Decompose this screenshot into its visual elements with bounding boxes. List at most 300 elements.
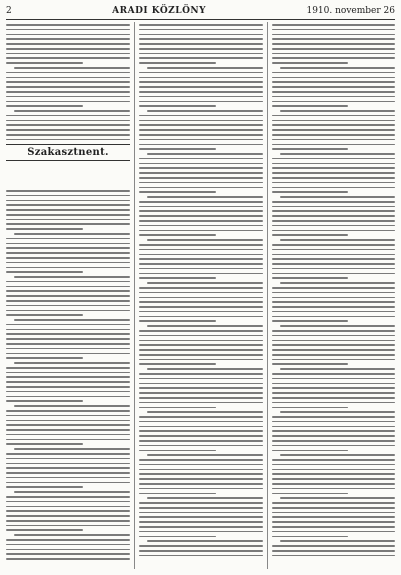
text-line — [272, 187, 395, 189]
text-block — [272, 24, 395, 560]
column-divider — [267, 22, 268, 569]
text-line — [272, 383, 395, 385]
text-line — [6, 338, 130, 340]
text-line — [6, 386, 130, 388]
text-line — [139, 311, 263, 313]
text-line — [139, 521, 263, 523]
text-line — [272, 191, 348, 193]
text-line — [139, 254, 263, 256]
text-line — [139, 273, 263, 275]
text-line — [272, 201, 395, 203]
text-line — [139, 277, 216, 279]
text-line — [139, 62, 216, 64]
text-line — [6, 501, 130, 503]
text-line — [147, 497, 263, 499]
text-line — [272, 287, 395, 289]
text-line — [272, 34, 395, 36]
text-line — [139, 416, 263, 418]
text-line — [272, 335, 395, 337]
text-line — [6, 286, 130, 288]
text-line — [272, 407, 348, 409]
text-line — [272, 101, 395, 103]
text-line — [6, 190, 130, 192]
text-line — [6, 134, 130, 136]
text-line — [6, 434, 130, 436]
text-line — [139, 210, 263, 212]
text-line — [272, 115, 395, 117]
text-line — [139, 120, 263, 122]
text-line — [139, 378, 263, 380]
text-line — [14, 67, 130, 69]
text-line — [272, 421, 395, 423]
text-line — [6, 101, 130, 103]
text-line — [6, 238, 130, 240]
text-line — [272, 464, 395, 466]
text-line — [147, 153, 263, 155]
text-line — [272, 96, 395, 98]
text-line — [6, 458, 130, 460]
text-line — [272, 416, 395, 418]
text-line — [6, 329, 130, 331]
text-line — [6, 204, 130, 206]
text-line — [6, 214, 130, 216]
text-line — [280, 368, 395, 370]
text-line — [280, 497, 395, 499]
text-line — [6, 34, 130, 36]
text-line — [272, 273, 395, 275]
text-line — [272, 57, 395, 59]
text-line — [272, 292, 395, 294]
text-line — [6, 105, 83, 107]
text-line — [6, 86, 130, 88]
text-line — [139, 297, 263, 299]
text-line — [280, 325, 395, 327]
text-line — [14, 319, 130, 321]
text-line — [272, 134, 395, 136]
text-line — [139, 81, 263, 83]
text-line — [139, 206, 263, 208]
text-line — [6, 396, 130, 398]
text-line — [139, 263, 263, 265]
text-line — [139, 335, 263, 337]
text-line — [6, 53, 130, 55]
text-line — [272, 215, 395, 217]
text-line — [6, 400, 83, 402]
column-3 — [272, 24, 395, 567]
text-line — [6, 463, 130, 465]
text-line — [139, 177, 263, 179]
text-line — [272, 91, 395, 93]
text-line — [6, 120, 130, 122]
text-line — [272, 512, 395, 514]
text-line — [6, 38, 130, 40]
text-line — [272, 340, 395, 342]
text-line — [14, 110, 130, 112]
text-line — [147, 110, 263, 112]
text-line — [280, 110, 395, 112]
text-line — [272, 24, 395, 26]
text-line — [139, 77, 263, 79]
text-line — [272, 473, 395, 475]
column-2 — [139, 24, 263, 567]
text-line — [6, 290, 130, 292]
text-line — [139, 545, 263, 547]
text-line — [6, 376, 130, 378]
text-line — [272, 536, 348, 538]
text-line — [6, 453, 130, 455]
text-line — [139, 392, 263, 394]
text-line — [139, 536, 216, 538]
running-head — [6, 4, 395, 18]
text-line — [139, 57, 263, 59]
text-line — [6, 367, 130, 369]
text-line — [6, 482, 130, 484]
text-line — [6, 124, 130, 126]
text-line — [6, 420, 130, 422]
text-line — [14, 405, 130, 407]
text-line — [139, 292, 263, 294]
text-block — [139, 24, 263, 560]
text-line — [6, 372, 130, 374]
text-line — [139, 483, 263, 485]
text-line — [272, 378, 395, 380]
text-line — [139, 105, 216, 107]
text-line — [6, 357, 83, 359]
text-line — [272, 139, 395, 141]
text-line — [139, 244, 263, 246]
text-line — [6, 558, 130, 560]
page-number: 2 — [6, 6, 12, 16]
text-line — [272, 249, 395, 251]
text-line — [139, 34, 263, 36]
text-line — [272, 177, 395, 179]
text-line — [139, 464, 263, 466]
text-line — [272, 450, 348, 452]
text-line — [6, 209, 130, 211]
text-line — [6, 544, 130, 546]
text-line — [272, 516, 395, 518]
text-line — [272, 507, 395, 509]
text-block — [6, 24, 130, 148]
text-line — [6, 271, 83, 273]
text-line — [272, 167, 395, 169]
text-line — [139, 129, 263, 131]
text-line — [6, 391, 130, 393]
text-line — [139, 387, 263, 389]
text-line — [139, 301, 263, 303]
text-line — [272, 545, 395, 547]
column-divider — [134, 22, 135, 569]
text-line — [139, 435, 263, 437]
text-line — [272, 86, 395, 88]
text-line — [280, 411, 395, 413]
text-line — [6, 91, 130, 93]
text-line — [14, 362, 130, 364]
text-line — [139, 344, 263, 346]
text-line — [139, 349, 263, 351]
text-line — [6, 539, 130, 541]
text-line — [280, 153, 395, 155]
text-line — [272, 72, 395, 74]
text-line — [139, 220, 263, 222]
text-line — [6, 439, 130, 441]
text-line — [139, 526, 263, 528]
text-line — [139, 354, 263, 356]
text-line — [272, 459, 395, 461]
text-line — [272, 445, 395, 447]
text-line — [14, 448, 130, 450]
text-line — [6, 115, 130, 117]
text-line — [139, 373, 263, 375]
text-line — [272, 120, 395, 122]
text-line — [6, 520, 130, 522]
text-line — [272, 488, 395, 490]
text-line — [272, 163, 395, 165]
text-line — [139, 407, 216, 409]
text-line — [139, 507, 263, 509]
text-line — [272, 225, 395, 227]
text-line — [6, 267, 130, 269]
text-line — [6, 48, 130, 50]
text-line — [139, 101, 263, 103]
text-line — [139, 421, 263, 423]
text-line — [139, 134, 263, 136]
text-line — [139, 397, 263, 399]
text-line — [6, 549, 130, 551]
text-line — [6, 72, 130, 74]
text-line — [139, 502, 263, 504]
text-line — [139, 172, 263, 174]
text-line — [139, 330, 263, 332]
text-line — [14, 534, 130, 536]
text-line — [139, 316, 263, 318]
text-line — [272, 521, 395, 523]
text-line — [272, 210, 395, 212]
text-line — [139, 249, 263, 251]
text-line — [139, 550, 263, 552]
text-line — [139, 167, 263, 169]
text-line — [6, 24, 130, 26]
text-line — [139, 359, 263, 361]
text-line — [139, 426, 263, 428]
column-1 — [6, 24, 130, 567]
text-line — [139, 38, 263, 40]
text-line — [272, 349, 395, 351]
text-line — [6, 477, 130, 479]
text-line — [139, 459, 263, 461]
text-line — [272, 435, 395, 437]
text-line — [139, 440, 263, 442]
text-line — [139, 320, 216, 322]
text-line — [139, 234, 216, 236]
text-line — [6, 43, 130, 45]
text-line — [6, 415, 130, 417]
text-line — [14, 491, 130, 493]
text-line — [139, 148, 216, 150]
text-line — [6, 77, 130, 79]
text-line — [6, 310, 130, 312]
text-line — [147, 196, 263, 198]
text-line — [147, 411, 263, 413]
text-line — [6, 281, 130, 283]
text-line — [139, 230, 263, 232]
text-line — [272, 354, 395, 356]
text-line — [6, 243, 130, 245]
text-line — [147, 239, 263, 241]
text-line — [272, 172, 395, 174]
text-line — [139, 516, 263, 518]
text-line — [139, 225, 263, 227]
text-line — [272, 392, 395, 394]
text-line — [147, 454, 263, 456]
header-rule — [6, 19, 395, 20]
text-line — [272, 230, 395, 232]
text-line — [272, 38, 395, 40]
text-line — [272, 234, 348, 236]
text-line — [272, 263, 395, 265]
text-line — [139, 158, 263, 160]
text-line — [147, 368, 263, 370]
text-line — [272, 158, 395, 160]
text-line — [139, 144, 263, 146]
text-line — [272, 316, 395, 318]
text-line — [6, 200, 130, 202]
text-line — [139, 24, 263, 26]
text-line — [280, 196, 395, 198]
text-line — [6, 486, 83, 488]
text-line — [6, 510, 130, 512]
text-line — [272, 363, 348, 365]
text-line — [272, 478, 395, 480]
text-line — [272, 53, 395, 55]
text-line — [139, 91, 263, 93]
section-rule — [6, 160, 130, 161]
text-line — [139, 182, 263, 184]
text-line — [139, 363, 216, 365]
text-line — [6, 381, 130, 383]
text-line — [6, 515, 130, 517]
text-line — [272, 105, 348, 107]
text-line — [147, 67, 263, 69]
text-line — [139, 445, 263, 447]
text-line — [139, 473, 263, 475]
text-line — [272, 430, 395, 432]
text-line — [6, 472, 130, 474]
text-line — [139, 430, 263, 432]
text-line — [6, 96, 130, 98]
text-line — [139, 306, 263, 308]
text-line — [272, 526, 395, 528]
text-line — [280, 540, 395, 542]
text-line — [272, 550, 395, 552]
text-line — [272, 373, 395, 375]
text-line — [139, 53, 263, 55]
text-line — [147, 540, 263, 542]
text-line — [6, 62, 83, 64]
text-line — [6, 223, 130, 225]
text-line — [6, 228, 83, 230]
text-line — [6, 506, 130, 508]
text-line — [272, 493, 348, 495]
text-line — [139, 43, 263, 45]
text-line — [6, 324, 130, 326]
text-block — [6, 190, 130, 563]
text-line — [272, 311, 395, 313]
text-line — [139, 555, 263, 557]
text-line — [14, 276, 130, 278]
text-line — [139, 86, 263, 88]
text-line — [272, 244, 395, 246]
text-line — [6, 81, 130, 83]
text-line — [272, 29, 395, 31]
text-line — [6, 262, 130, 264]
text-line — [6, 348, 130, 350]
text-line — [272, 483, 395, 485]
section-rule — [6, 144, 130, 145]
text-line — [6, 247, 130, 249]
text-line — [272, 144, 395, 146]
text-line — [6, 353, 130, 355]
text-line — [272, 502, 395, 504]
text-line — [139, 488, 263, 490]
text-line — [6, 139, 130, 141]
text-line — [6, 333, 130, 335]
text-line — [6, 467, 130, 469]
text-line — [272, 43, 395, 45]
text-line — [139, 512, 263, 514]
text-line — [139, 201, 263, 203]
text-line — [139, 163, 263, 165]
text-line — [272, 359, 395, 361]
text-line — [280, 239, 395, 241]
text-line — [6, 295, 130, 297]
text-line — [280, 454, 395, 456]
text-line — [272, 330, 395, 332]
text-line — [272, 344, 395, 346]
text-line — [139, 340, 263, 342]
text-line — [139, 29, 263, 31]
text-line — [6, 305, 130, 307]
text-line — [6, 57, 130, 59]
text-line — [6, 29, 130, 31]
text-line — [139, 115, 263, 117]
text-line — [6, 496, 130, 498]
section-title: Szakasztnent. — [27, 147, 109, 158]
issue-date: 1910. november 26 — [306, 6, 395, 16]
text-line — [6, 314, 83, 316]
text-line — [6, 424, 130, 426]
text-line — [272, 320, 348, 322]
text-line — [139, 139, 263, 141]
text-line — [139, 478, 263, 480]
text-line — [280, 282, 395, 284]
text-line — [139, 258, 263, 260]
text-line — [272, 297, 395, 299]
text-line — [6, 129, 130, 131]
text-line — [6, 553, 130, 555]
text-line — [139, 191, 216, 193]
text-line — [272, 306, 395, 308]
text-line — [139, 402, 263, 404]
text-line — [14, 233, 130, 235]
text-line — [139, 187, 263, 189]
text-line — [272, 182, 395, 184]
text-line — [139, 450, 216, 452]
text-line — [272, 397, 395, 399]
text-line — [272, 81, 395, 83]
text-line — [139, 72, 263, 74]
text-line — [6, 529, 83, 531]
